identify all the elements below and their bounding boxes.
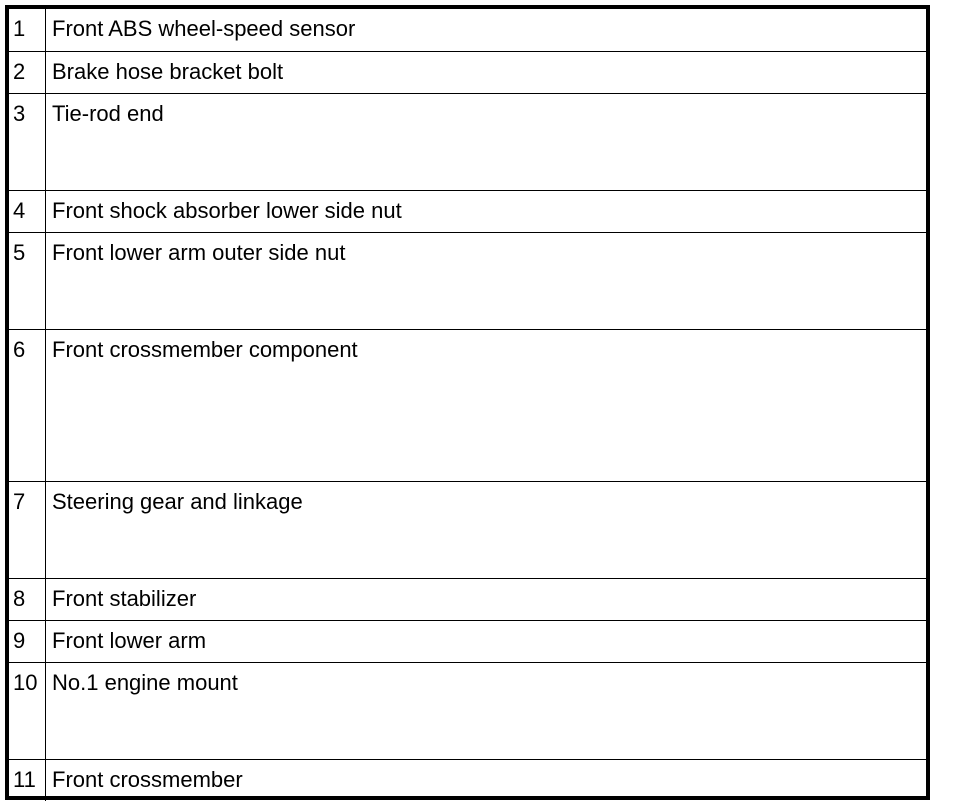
part-description: Front stabilizer xyxy=(46,578,927,620)
part-number: 8 xyxy=(9,578,46,620)
part-description: Front lower arm outer side nut xyxy=(46,232,927,329)
parts-table-frame xyxy=(5,5,930,800)
part-number: 6 xyxy=(9,329,46,481)
part-description: Steering gear and linkage xyxy=(46,481,927,578)
parts-table xyxy=(9,9,926,801)
part-description: Brake hose bracket bolt xyxy=(46,51,927,93)
part-number: 11 xyxy=(9,759,46,801)
table-row xyxy=(9,232,926,329)
table-row xyxy=(9,93,926,190)
part-number: 3 xyxy=(9,93,46,190)
table-row xyxy=(9,9,926,51)
part-description: Tie-rod end xyxy=(46,93,927,190)
part-number: 2 xyxy=(9,51,46,93)
part-description: Front crossmember xyxy=(46,759,927,801)
part-number: 4 xyxy=(9,190,46,232)
table-row xyxy=(9,190,926,232)
part-number: 10 xyxy=(9,662,46,759)
table-row xyxy=(9,329,926,481)
part-description: Front lower arm xyxy=(46,620,927,662)
part-description: Front ABS wheel-speed sensor xyxy=(46,9,927,51)
table-row xyxy=(9,578,926,620)
part-number: 5 xyxy=(9,232,46,329)
part-number: 7 xyxy=(9,481,46,578)
table-row xyxy=(9,759,926,801)
table-row xyxy=(9,620,926,662)
part-number: 1 xyxy=(9,9,46,51)
table-row xyxy=(9,481,926,578)
table-row xyxy=(9,51,926,93)
part-description: Front shock absorber lower side nut xyxy=(46,190,927,232)
part-description: No.1 engine mount xyxy=(46,662,927,759)
part-number: 9 xyxy=(9,620,46,662)
table-row xyxy=(9,662,926,759)
part-description: Front crossmember component xyxy=(46,329,927,481)
